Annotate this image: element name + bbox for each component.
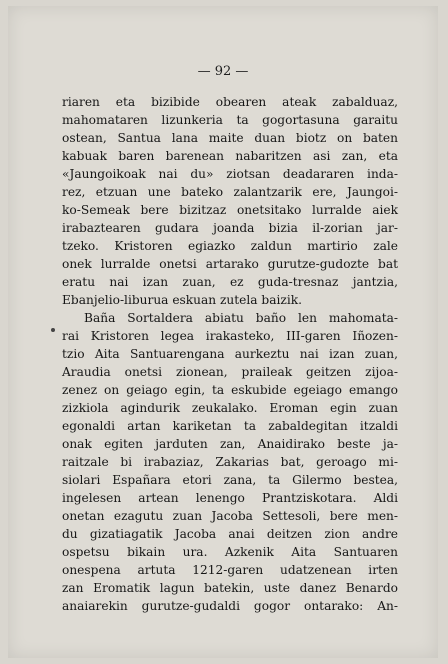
text-line: onek lurralde onetsi artarako gurutze-gudozte bat — [62, 257, 398, 271]
book-page — [8, 6, 438, 658]
text-line: anaiarekin gurutze-gudaldi gogor ontarako: An- — [62, 599, 398, 613]
text-line: kabuak baren barenean nabaritzen asi zan, eta — [62, 149, 398, 163]
text-line: onetan ezagutu zuan Jacoba Settesoli, bere men- — [62, 509, 398, 523]
text-line: rez, etzuan une bateko zalantzarik ere, Jaungoi- — [62, 185, 398, 199]
page-number: — 92 — — [197, 64, 249, 79]
body-text — [62, 93, 398, 615]
text-line: ko-Semeak bere bizitzaz onetsitako lurralde aiek — [62, 203, 398, 217]
text-line: Baña Sortaldera abiatu baño len mahomata- — [84, 311, 398, 325]
text-line: siolari Españara etori zana, ta Gilermo bestea, — [62, 473, 398, 487]
text-line: raitzale bi irabaziaz, Zakarias bat, geroago mi- — [62, 455, 398, 469]
text-line: zenez on geiago egin, ta eskubide egeiago emango — [62, 383, 398, 397]
text-line: tzeko. Kristoren egiazko zaldun martirio zale — [62, 239, 398, 253]
text-line: Ebanjelio-liburua eskuan zutela baizik. — [62, 293, 302, 307]
text-line: irabaztearen gudara joanda bizia il-zorian jar- — [62, 221, 398, 235]
text-line: tzio Aita Santuarengana aurkeztu nai izan zuan, — [62, 347, 398, 361]
text-line: onespena artuta 1212-garen udatzenean irten — [62, 563, 398, 577]
text-line: eratu nai izan zuan, ez guda-tresnaz jantzia, — [62, 275, 398, 289]
text-line: onak egiten jarduten zan, Anaidirako beste ja- — [62, 437, 398, 451]
text-line: zizkiola agindurik zeukalako. Eroman egin zuan — [62, 401, 398, 415]
text-line: mahomataren lizunkeria ta gogortasuna garaitu — [62, 113, 398, 127]
text-line: zan Eromatik lagun batekin, uste danez Benardo — [62, 581, 398, 595]
text-line: ospetsu bikain ura. Azkenik Aita Santuaren — [62, 545, 398, 559]
text-line: egonaldi artan kariketan ta zabaldegitan itzaldi — [62, 419, 398, 433]
text-line: Araudia onetsi zionean, praileak geitzen zijoa- — [62, 365, 398, 379]
text-line: riaren eta bizibide obearen ateak zabalduaz, — [62, 95, 398, 109]
text-line: «Jaungoikoak nai du» ziotsan deadararen inda- — [62, 167, 398, 181]
margin-dot-mark — [51, 328, 55, 332]
text-line: ostean, Santua lana maite duan biotz on baten — [62, 131, 398, 145]
text-line: du gizatiagatik Jacoba anai deitzen zion andre — [62, 527, 398, 541]
text-line: rai Kristoren legea irakasteko, III-garen Iñozen- — [62, 329, 398, 343]
text-line: ingelesen artean lenengo Prantziskotara. Aldi — [62, 491, 398, 505]
